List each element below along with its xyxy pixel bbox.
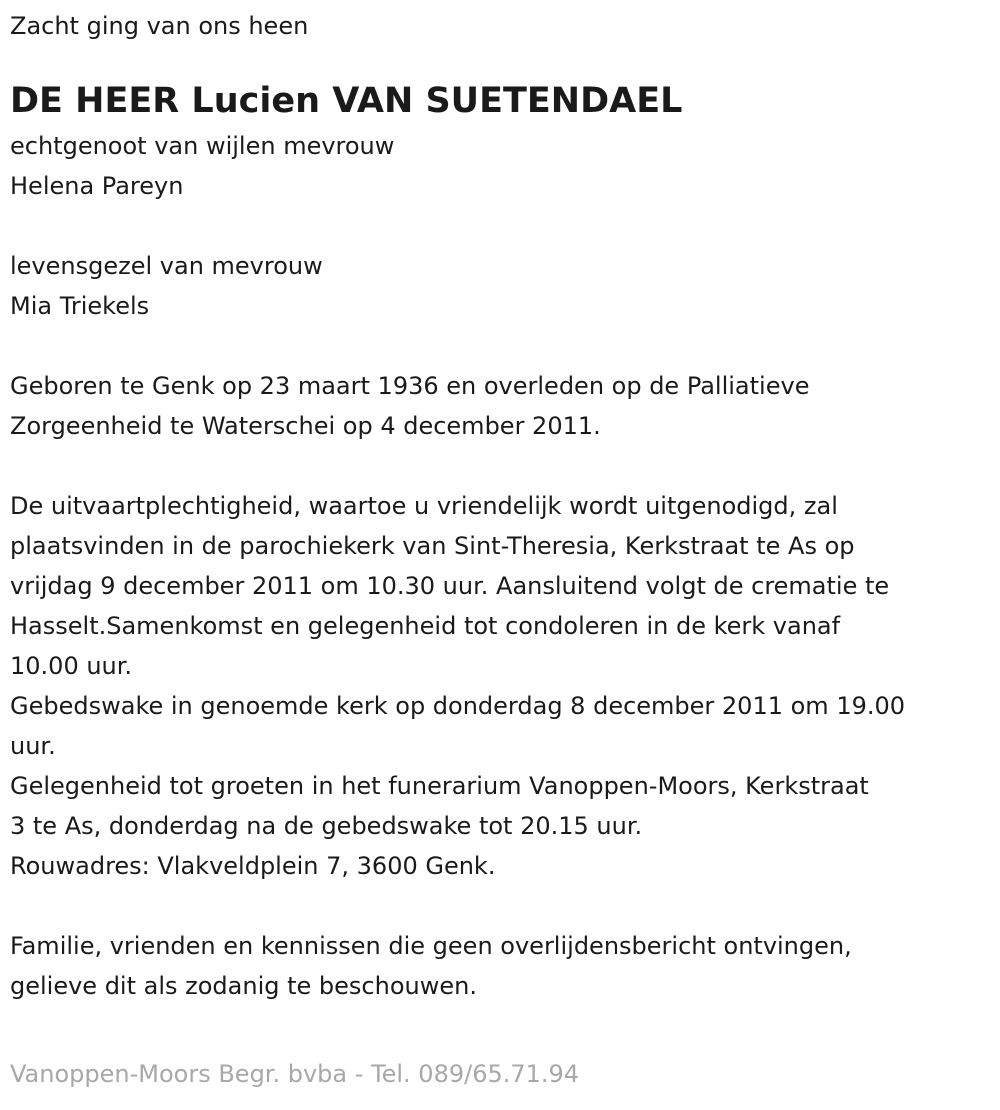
paragraph-line: Zorgeenheid te Waterschei op 4 december 2011.: [10, 412, 601, 440]
paragraph-line: plaatsvinden in de parochiekerk van Sint-Theresia, Kerkstraat te As op: [10, 532, 855, 560]
ceremony-paragraph: [10, 486, 995, 886]
paragraph-line: uur.: [10, 732, 56, 760]
paragraph-line: Gebedswake in genoemde kerk op donderdag 8 december 2011 om 19.00: [10, 692, 906, 720]
paragraph-line: Gelegenheid tot groeten in het funerarium Vanoppen-Moors, Kerkstraat: [10, 772, 869, 800]
paragraph-line: vrijdag 9 december 2011 om 10.30 uur. Aansluitend volgt de crematie te: [10, 572, 890, 600]
partner-name: Mia Triekels: [10, 292, 150, 320]
mourning-address: Rouwadres: Vlakveldplein 7, 3600 Genk.: [10, 852, 496, 880]
paragraph-line: Familie, vrienden en kennissen die geen overlijdensbericht ontvingen,: [10, 932, 852, 960]
closing-paragraph: [10, 926, 995, 1006]
paragraph-line: 3 te As, donderdag na de gebedswake tot 20.15 uur.: [10, 812, 643, 840]
paragraph-line: Geboren te Genk op 23 maart 1936 en overleden op de Palliatieve: [10, 372, 810, 400]
partner-label: levensgezel van mevrouw: [10, 252, 323, 280]
obituary-notice: [10, 6, 995, 1006]
funeral-home-footer: Vanoppen-Moors Begr. bvba - Tel. 089/65.71.94: [10, 1060, 580, 1088]
spouse-name: Helena Pareyn: [10, 172, 184, 200]
birth-death-paragraph: [10, 366, 995, 446]
paragraph-line: Hasselt.Samenkomst en gelegenheid tot condoleren in de kerk vanaf: [10, 612, 841, 640]
paragraph-line: 10.00 uur.: [10, 652, 133, 680]
spouse-label: echtgenoot van wijlen mevrouw: [10, 132, 395, 160]
paragraph-line: De uitvaartplechtigheid, waartoe u vriendelijk wordt uitgenodigd, zal: [10, 492, 838, 520]
deceased-name: DE HEER Lucien VAN SUETENDAEL: [10, 81, 683, 121]
paragraph-line: gelieve dit als zodanig te beschouwen.: [10, 972, 477, 1000]
intro-line: Zacht ging van ons heen: [10, 12, 309, 40]
